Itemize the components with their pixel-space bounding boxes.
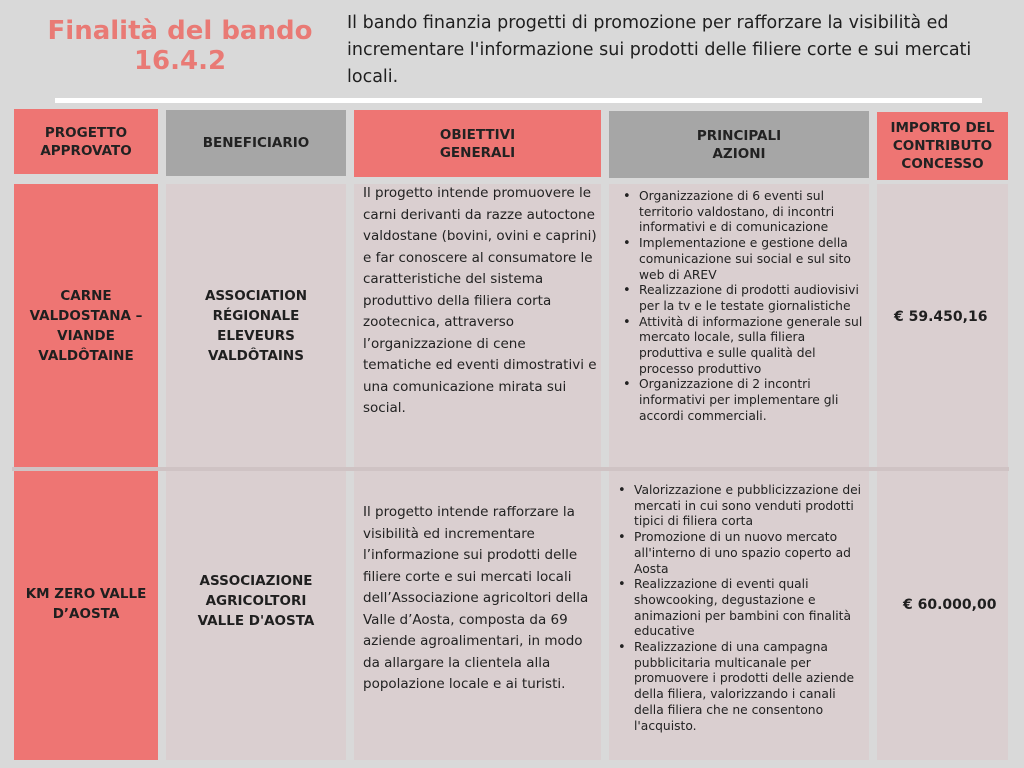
azione-item: • Attività di informazione generale sul mercato locale, sulla filiera produttiva e sulle qualità del processo produttivo xyxy=(620,315,863,378)
row2-azioni-list xyxy=(615,483,863,734)
page-title: Finalità del bando 16.4.2 xyxy=(47,16,313,76)
row2-progetto: KM ZERO VALLE D’AOSTA xyxy=(25,585,147,622)
row1-obiettivi: Il progetto intende promuovere le carni derivanti da razze autoctone valdostane (bovini, ovini e caprini) e far conoscere al consumatore le caratteristiche del sistema produttivo della filiera corta zootecnica, attraverso l’organizzazione di cene tematiche ed eventi dimostrativi e una comunicazione mirata sui social. xyxy=(363,185,597,416)
divider xyxy=(55,98,982,103)
azione-item: • Implementazione e gestione della comunicazione sui social e sul sito web di AREV xyxy=(620,236,863,283)
row1-beneficiario: ASSOCIATION RÉGIONALE ELEVEURS VALDÔTAINS xyxy=(204,287,308,364)
row1-importo: € 59.450,16 xyxy=(894,309,988,325)
row2-obiettivi: Il progetto intende rafforzare la visibilità ed incrementare l’informazione sui prodotti delle filiere corte e sui mercati locali dell’Associazione agricoltori della Valle d’Aosta, composta da 69 aziende agroalimentari, in modo da allargare la clientela alla popolazione locale e ai turisti. xyxy=(363,504,589,692)
azione-item: • Valorizzazione e pubblicizzazione dei mercati in cui sono venduti prodotti tipici di filiera corta xyxy=(615,483,863,530)
azione-item: • Organizzazione di 2 incontri informativi per implementare gli accordi commerciali. xyxy=(620,377,863,424)
intro-text: Il bando finanzia progetti di promozione per rafforzare la visibilità ed incrementare l'informazione sui prodotti delle filiere corte e sui mercati locali. xyxy=(347,13,972,87)
azione-item: • Promozione di un nuovo mercato all'interno di uno spazio coperto ad Aosta xyxy=(615,530,863,577)
row-separator xyxy=(12,467,1009,471)
azione-item: • Realizzazione di eventi quali showcooking, degustazione e animazioni per bambini con finalità educative xyxy=(615,577,863,640)
header-beneficiario: BENEFICIARIO xyxy=(166,110,346,176)
header-azioni: PRINCIPALI AZIONI xyxy=(609,111,869,178)
header-importo: IMPORTO DEL CONTRIBUTO CONCESSO xyxy=(877,112,1008,180)
azione-item: • Realizzazione di una campagna pubblicitaria multicanale per promuovere i prodotti delle aziende della filiera, valorizzando i canali della filiera che ne consentono l'acquisto. xyxy=(615,640,863,734)
row1-progetto: CARNE VALDOSTANA – VIANDE VALDÔTAINE xyxy=(29,287,143,364)
header-obiettivi: OBIETTIVI GENERALI xyxy=(354,110,601,177)
row1-azioni-list xyxy=(620,189,863,425)
column-importo xyxy=(877,184,1008,760)
header-progetto: PROGETTO APPROVATO xyxy=(14,109,158,174)
row2-beneficiario: ASSOCIAZIONE AGRICOLTORI VALLE D'AOSTA xyxy=(197,573,315,629)
azione-item: • Organizzazione di 6 eventi sul territorio valdostano, di incontri informativi e di comunicazione xyxy=(620,189,863,236)
row2-importo: € 60.000,00 xyxy=(903,597,997,613)
azione-item: • Realizzazione di prodotti audiovisivi per la tv e le testate giornalistiche xyxy=(620,283,863,314)
